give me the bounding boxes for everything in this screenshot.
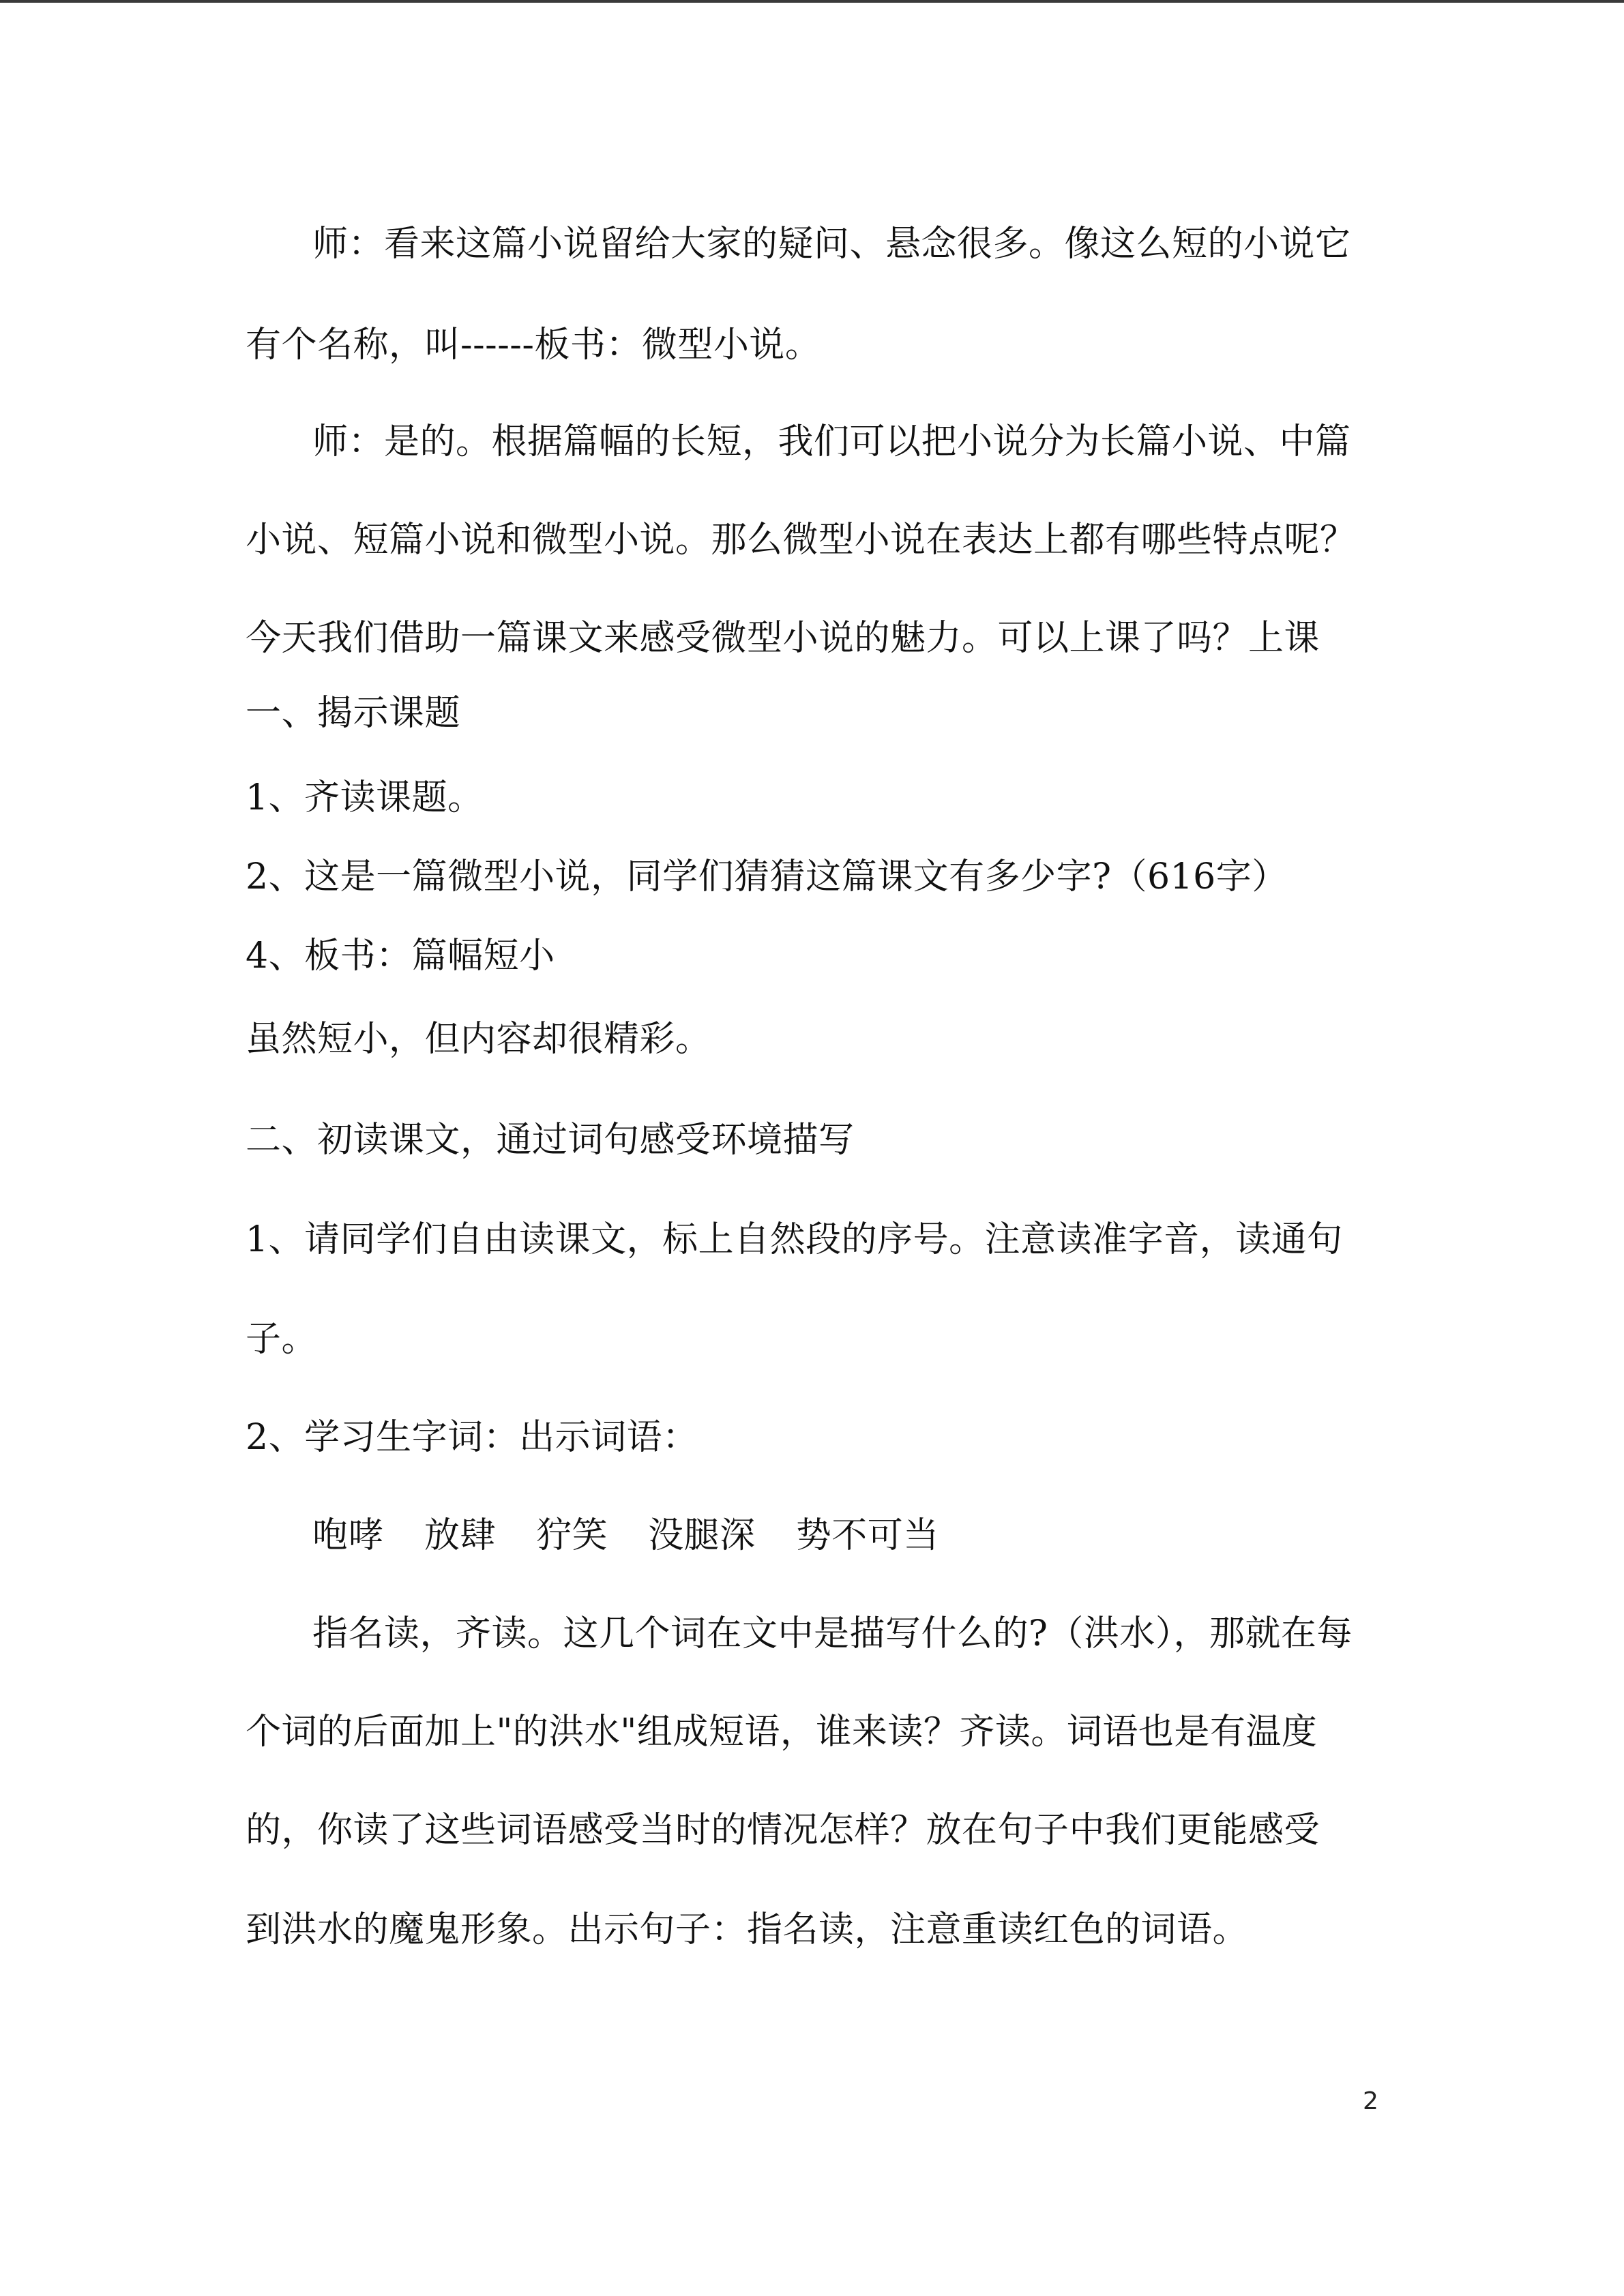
paragraph-line: 小说、短篇小说和微型小说。那么微型小说在表达上都有哪些特点呢？ [246,520,1356,561]
list-item: 1、齐读课题。 [246,777,484,818]
vocabulary-word: 放肆 [424,1515,497,1556]
vocabulary-word: 狞笑 [536,1515,608,1556]
paragraph-line: 个词的后面加上"的洪水"组成短语，谁来读？齐读。词语也是有温度 [246,1712,1318,1753]
section-heading: 二、初读课文，通过词句感受环境描写 [246,1120,855,1161]
paragraph-line: 到洪水的魔鬼形象。出示句子：指名读，注意重读红色的词语。 [246,1909,1249,1950]
paragraph-line: 有个名称，叫------板书：微型小说。 [246,325,821,366]
vocabulary-word: 没腿深 [648,1515,756,1556]
top-border [0,0,1624,3]
page-number: 2 [1363,2087,1378,2115]
paragraph-line: 师：看来这篇小说留给大家的疑问、悬念很多。像这么短的小说它 [312,224,1351,265]
list-item: 1、请同学们自由读课文，标上自然段的序号。注意读准字音，读通句 [246,1219,1343,1260]
paragraph-line: 指名读，齐读。这几个词在文中是描写什么的?（洪水），那就在每 [312,1613,1353,1654]
paragraph-line: 今天我们借助一篇课文来感受微型小说的魅力。可以上课了吗？上课 [246,618,1320,659]
paragraph-line: 的，你读了这些词语感受当时的情况怎样？放在句子中我们更能感受 [246,1810,1320,1851]
vocabulary-word: 咆哮 [312,1515,385,1556]
vocabulary-list [312,1515,968,1556]
paragraph-line: 师：是的。根据篇幅的长短，我们可以把小说分为长篇小说、中篇 [312,421,1351,462]
list-item: 2、这是一篇微型小说，同学们猜猜这篇课文有多少字?（616字） [246,856,1288,897]
vocabulary-word: 势不可当 [795,1515,939,1556]
paragraph-line: 子。 [246,1319,318,1360]
list-item: 2、学习生字词：出示词语： [246,1417,698,1458]
section-heading: 一、揭示课题 [246,693,461,734]
paragraph-line: 虽然短小，但内容却很精彩。 [246,1019,711,1060]
list-item: 4、板书：篇幅短小 [246,936,555,976]
